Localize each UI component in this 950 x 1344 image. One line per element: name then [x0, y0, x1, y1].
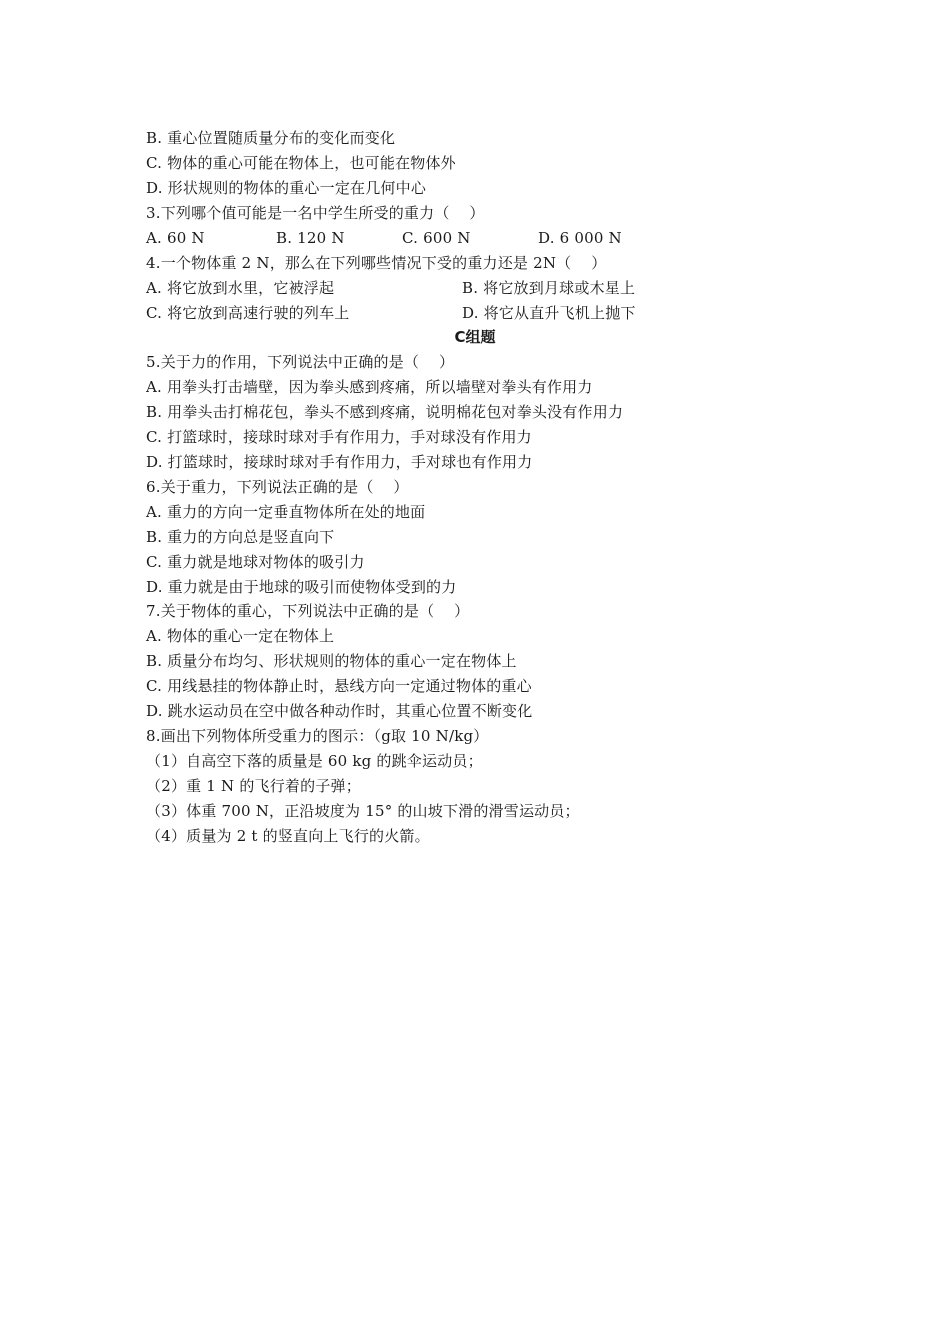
- q7-stem: 7.关于物体的重心，下列说法中正确的是（ ）: [146, 602, 470, 620]
- q8-item-1: （1）自高空下落的质量是 60 kg 的跳伞运动员；: [146, 752, 483, 770]
- q4-option-b: B. 将它放到月球或木星上: [462, 279, 636, 297]
- q6-option-a: A. 重力的方向一定垂直物体所在处的地面: [146, 503, 426, 521]
- q3-option-b: B. 120 N: [276, 229, 345, 247]
- q7-option-c: C. 用线悬挂的物体静止时，悬线方向一定通过物体的重心: [146, 677, 532, 695]
- q8-stem: 8.画出下列物体所受重力的图示：（g取 10 N/kg）: [146, 727, 489, 745]
- q8-item-2: （2）重 1 N 的飞行着的子弹；: [146, 777, 361, 795]
- q7-option-a: A. 物体的重心一定在物体上: [146, 627, 335, 645]
- q5-stem: 5.关于力的作用，下列说法中正确的是（ ）: [146, 353, 455, 371]
- q4-option-a: A. 将它放到水里，它被浮起: [146, 279, 335, 297]
- q3-stem: 3.下列哪个值可能是一名中学生所受的重力（ ）: [146, 204, 485, 222]
- q2-option-d: D. 形状规则的物体的重心一定在几何中心: [146, 179, 427, 197]
- q4-option-c: C. 将它放到高速行驶的列车上: [146, 304, 350, 322]
- q5-option-c: C. 打篮球时，接球时球对手有作用力，手对球没有作用力: [146, 428, 532, 446]
- q6-option-d: D. 重力就是由于地球的吸引而使物体受到的力: [146, 578, 457, 596]
- q2-option-b: B. 重心位置随质量分布的变化而变化: [146, 129, 396, 147]
- q5-option-b: B. 用拳头击打棉花包，拳头不感到疼痛，说明棉花包对拳头没有作用力: [146, 403, 624, 421]
- section-c-title: C组题: [454, 328, 496, 346]
- q7-option-b: B. 质量分布均匀、形状规则的物体的重心一定在物体上: [146, 652, 517, 670]
- q5-option-d: D. 打篮球时，接球时球对手有作用力，手对球也有作用力: [146, 453, 533, 471]
- q3-option-c: C. 600 N: [402, 229, 471, 247]
- q4-option-d: D. 将它从直升飞机上抛下: [462, 304, 636, 322]
- q8-item-4: （4）质量为 2 t 的竖直向上飞行的火箭。: [146, 827, 430, 845]
- q6-option-c: C. 重力就是地球对物体的吸引力: [146, 553, 365, 571]
- q8-item-3: （3）体重 700 N，正沿坡度为 15° 的山坡下滑的滑雪运动员；: [146, 802, 580, 820]
- q3-option-d: D. 6 000 N: [538, 229, 622, 247]
- q6-stem: 6.关于重力，下列说法正确的是（ ）: [146, 478, 409, 496]
- q5-option-a: A. 用拳头打击墙壁，因为拳头感到疼痛，所以墙壁对拳头有作用力: [146, 378, 593, 396]
- q4-stem: 4.一个物体重 2 N，那么在下列哪些情况下受的重力还是 2N（ ）: [146, 254, 607, 272]
- q2-option-c: C. 物体的重心可能在物体上，也可能在物体外: [146, 154, 456, 172]
- q7-option-d: D. 跳水运动员在空中做各种动作时，其重心位置不断变化: [146, 702, 533, 720]
- q3-option-a: A. 60 N: [146, 229, 205, 247]
- q6-option-b: B. 重力的方向总是竖直向下: [146, 528, 335, 546]
